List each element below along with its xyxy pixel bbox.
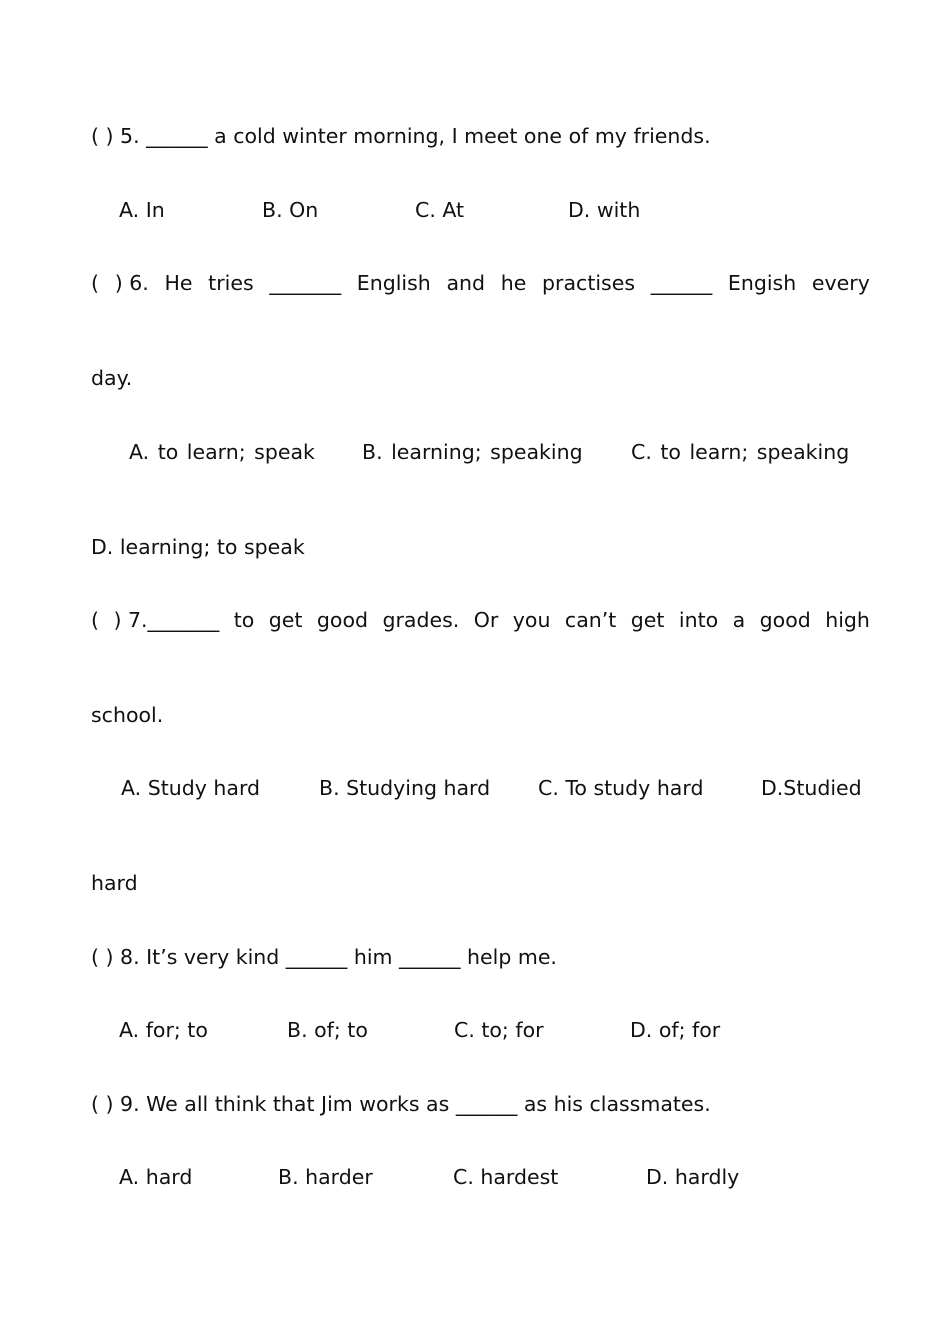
q8-option-d: D. of; for xyxy=(630,1018,721,1042)
q8-option-a: A. for; to xyxy=(119,1018,208,1042)
question-8-stem: ( ) 8. It’s very kind ______ him ______ help me. xyxy=(91,945,557,969)
question-7-stem: ( ) 7._______ to get good grades. Or you can’t get into a good high xyxy=(91,608,870,632)
q5-option-b: B. On xyxy=(262,198,319,222)
question-5-stem: ( ) 5. ______ a cold winter morning, I meet one of my friends. xyxy=(91,124,711,148)
q7-option-d-cont: hard xyxy=(91,871,138,895)
question-6-stem: ( ) 6. He tries _______ English and he practises ______ Engish every xyxy=(91,271,870,295)
q8-option-c: C. to; for xyxy=(454,1018,544,1042)
q6-option-b: B. learning; speaking xyxy=(362,440,583,464)
q7-option-b: B. Studying hard xyxy=(319,776,491,800)
question-9-stem: ( ) 9. We all think that Jim works as ______ as his classmates. xyxy=(91,1092,711,1116)
question-7-stem-cont: school. xyxy=(91,703,164,727)
q6-option-a: A. to learn; speak xyxy=(129,440,315,464)
q7-option-a: A. Study hard xyxy=(121,776,261,800)
question-6-stem-cont: day. xyxy=(91,366,133,390)
q7-option-c: C. To study hard xyxy=(538,776,704,800)
q5-option-d: D. with xyxy=(568,198,641,222)
q5-option-c: C. At xyxy=(415,198,465,222)
q6-option-d: D. learning; to speak xyxy=(91,535,305,559)
q9-option-a: A. hard xyxy=(119,1165,193,1189)
q7-option-d: D.Studied xyxy=(761,776,862,800)
q9-option-c: C. hardest xyxy=(453,1165,559,1189)
q5-option-a: A. In xyxy=(119,198,165,222)
q9-option-b: B. harder xyxy=(278,1165,373,1189)
q8-option-b: B. of; to xyxy=(287,1018,368,1042)
q6-option-c: C. to learn; speaking xyxy=(631,440,850,464)
q9-option-d: D. hardly xyxy=(646,1165,740,1189)
